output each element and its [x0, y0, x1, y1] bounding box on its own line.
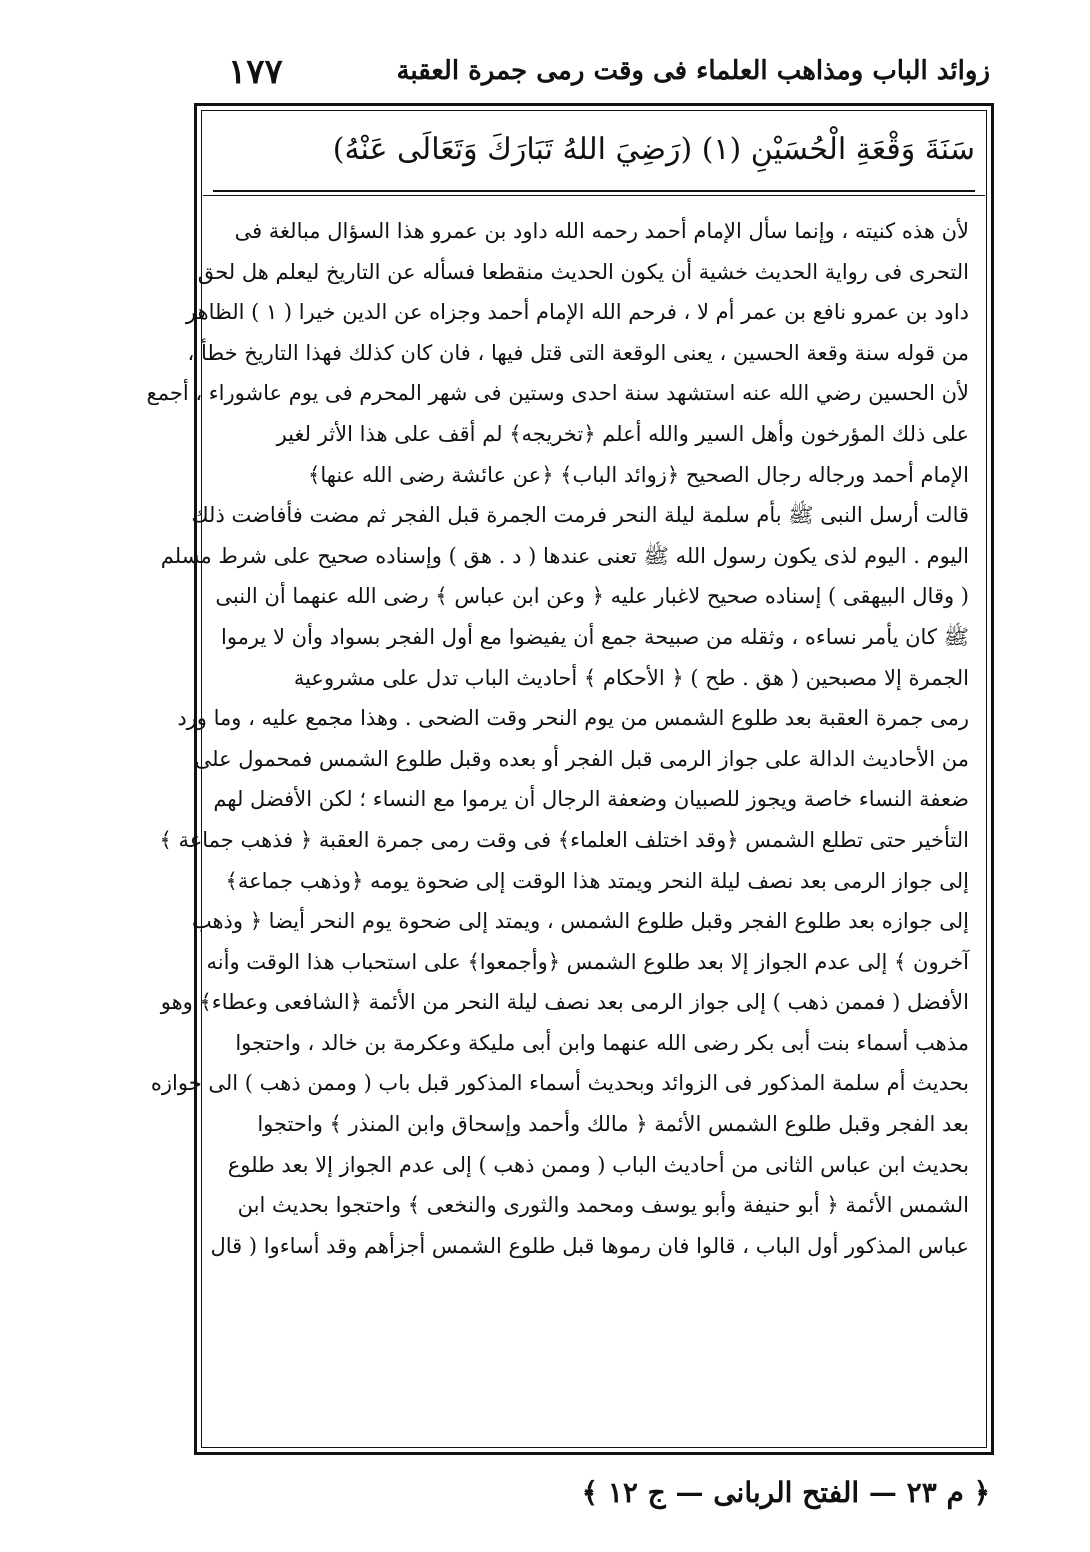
text-line: على ذلك المؤرخون وأهل السير والله أعلم ﴿تخريجه﴾ لم أقف على هذا الأثر لغير	[276, 421, 969, 446]
text-line: بعد الفجر وقبل طلوع الشمس الأئمة ﴿ مالك وأحمد وإسحاق وابن المنذر ﴾ واحتجوا	[257, 1112, 969, 1137]
text-line: الشمس الأئمة ﴿ أبو حنيفة وأبو يوسف ومحمد والثورى والنخعى ﴾ واحتجوا بحديث ابن	[237, 1193, 969, 1218]
separator-rule	[203, 195, 985, 196]
running-title: زوائد الباب ومذاهب العلماء فى وقت رمى جمرة العقبة	[396, 56, 990, 86]
text-line: مذهب أسماء بنت أبى بكر رضى الله عنهما وابن أبى مليكة وعكرمة بن خالد ، واحتجوا	[235, 1030, 969, 1055]
text-line: من قوله سنة وقعة الحسين ، يعنى الوقعة التى قتل فيها ، فان كان كذلك فهذا التاريخ خطأ ،	[187, 340, 969, 365]
text-line: لأن الحسين رضي الله عنه استشهد سنة احدى وستين فى شهر المحرم فى يوم عاشوراء ، أجمع	[146, 381, 969, 406]
text-line: الأفضل ( فممن ذهب ) إلى جواز الرمى بعد نصف ليلة النحر من الأئمة ﴿الشافعى وعطاء﴾ وهو	[160, 990, 969, 1015]
page-header	[200, 52, 990, 94]
text-line: بحديث ابن عباس الثانى من أحاديث الباب ( وممن ذهب ) إلى عدم الجواز إلا بعد طلوع	[227, 1152, 969, 1177]
text-line: عباس المذكور أول الباب ، قالوا فان رموها قبل طلوع الشمس أجزأهم وقد أساءوا ( قال	[210, 1233, 969, 1258]
text-line: ﷺ كان يأمر نساءه ، وثقله من صبيحة جمع أن يفيضوا مع أول الفجر بسواد وأن لا يرموا	[220, 624, 969, 649]
signature-footer: ﴿ م ٢٣ — الفتح الربانى — ج ١٢ ﴾	[581, 1476, 990, 1509]
text-line: ( وقال البيهقى ) إسناده صحيح لاغبار عليه ﴿ وعن ابن عباس ﴾ رضى الله عنهما أن النبى	[215, 584, 969, 609]
page-frame	[146, 103, 994, 1455]
text-line: لأن هذه كنيته ، وإنما سأل الإمام أحمد رحمه الله داود بن عمرو هذا السؤال مبالغة فى	[234, 219, 969, 243]
text-line: رمى جمرة العقبة بعد طلوع الشمس من يوم النحر وقت الضحى . وهذا مجمع عليه ، وما ورد	[177, 706, 969, 731]
text-line: الإمام أحمد ورجاله رجال الصحيح ﴿زوائد الباب﴾ ﴿عن عائشة رضى الله عنها﴾	[308, 462, 969, 487]
text-line: الجمرة إلا مصبحين ( هق . طح ) ﴿ الأحكام ﴾ أحاديث الباب تدل على مشروعية	[293, 665, 969, 690]
commentary-text: سَنَةَ وَقْعَةِ الْحُسَيْنِ (١) (رَضِيَ اللهُ تَبَارَكَ وَتَعَالَى عَنْهُ)	[332, 132, 975, 167]
text-line: آخرون ﴾ إلى عدم الجواز إلا بعد طلوع الشمس ﴿وأجمعوا﴾ على استحباب هذا الوقت وأنه	[206, 949, 969, 974]
text-line: إلى جواز الرمى بعد نصف ليلة النحر ويمتد هذا الوقت إلى ضحوة يومه ﴿وذهب جماعة﴾	[225, 868, 969, 893]
text-line: من الأحاديث الدالة على جواز الرمى قبل الفجر أو بعده وقبل طلوع الشمس فمحمول على	[194, 746, 969, 771]
text-line: داود بن عمرو نافع بن عمر أم لا ، فرحم الله الإمام أحمد وجزاه عن الدين خيرا ( ١ ) الظاهر	[185, 300, 969, 325]
text-line: التحرى فى رواية الحديث خشية أن يكون الحديث منقطعا فسأله عن التاريخ ليعلم هل لحق	[197, 259, 969, 284]
text-line: التأخير حتى تطلع الشمس ﴿وقد اختلف العلماء﴾ فى وقت رمى جمرة العقبة ﴿ فذهب جماعة ﴾	[159, 827, 969, 852]
page-number: ١٧٧	[228, 52, 283, 92]
text-line: إلى جوازه بعد طلوع الفجر وقبل طلوع الشمس ، ويمتد إلى ضحوة يوم النحر أيضا ﴿ وذهب	[191, 909, 969, 934]
commentary-block	[213, 114, 975, 192]
body-text	[146, 211, 969, 1266]
text-line: بحديث أم سلمة المذكور فى الزوائد وبحديث أسماء المذكور قبل باب ( وممن ذهب ) الى جوازه	[150, 1071, 969, 1096]
text-line: قالت أرسل النبى ﷺ بأم سلمة ليلة النحر فرمت الجمرة قبل الفجر ثم مضت فأفاضت ذلك	[191, 503, 969, 528]
text-line: ضعفة النساء خاصة ويجوز للصبيان وضعفة الرجال أن يرموا مع النساء ؛ لكن الأفضل لهم	[213, 787, 969, 812]
text-line: اليوم . اليوم لذى يكون رسول الله ﷺ تعنى عندها ( د . هق ) وإسناده صحيح على شرط مسلم	[160, 543, 969, 568]
